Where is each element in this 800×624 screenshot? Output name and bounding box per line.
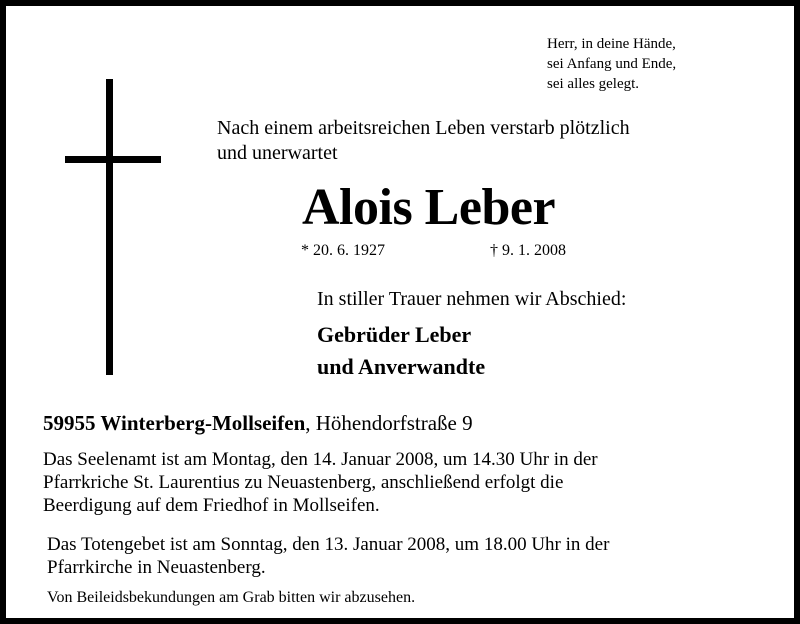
prayer-line: Das Totengebet ist am Sonntag, den 13. Januar 2008, um 18.00 Uhr in der [47,534,610,555]
prayer-line: Pfarrkirche in Neuastenberg. [47,557,266,578]
mourner-line: Gebrüder Leber [317,322,472,347]
address-place: 59955 Winterberg-Mollseifen [43,411,306,435]
requiem-line: Das Seelenamt ist am Montag, den 14. Januar 2008, um 14.30 Uhr in der [43,449,598,470]
address-street: , Höhendorfstraße 9 [305,411,473,435]
mourner-line: und Anverwandte [317,354,486,379]
cross-icon-bar [65,156,161,163]
requiem-paragraph [43,448,598,517]
intro-line: und unerwartet [217,142,338,164]
intro-text [217,116,630,166]
mourners [317,319,485,383]
birth-date: * 20. 6. 1927 [301,242,385,259]
address [43,410,473,436]
prayer-paragraph [47,533,609,579]
mourning-text: In stiller Trauer nehmen wir Abschied: [317,288,627,310]
deceased-name: Alois Leber [302,179,556,236]
intro-line: Nach einem arbeitsreichen Leben verstarb plötzlich [217,117,630,139]
requiem-line: Pfarrkriche St. Laurentius zu Neuastenberg, anschließend erfolgt die [43,472,564,493]
verse-line: sei Anfang und Ende, [547,56,677,72]
verse-block [547,34,676,94]
verse-line: Herr, in deine Hände, [547,36,676,52]
verse-line: sei alles gelegt. [547,76,640,92]
cross-icon [106,79,113,375]
requiem-line: Beerdigung auf dem Friedhof in Mollseifen. [43,495,380,516]
death-date: † 9. 1. 2008 [490,242,566,259]
condolence-note: Von Beileidsbekundungen am Grab bitten wir abzusehen. [47,589,416,606]
